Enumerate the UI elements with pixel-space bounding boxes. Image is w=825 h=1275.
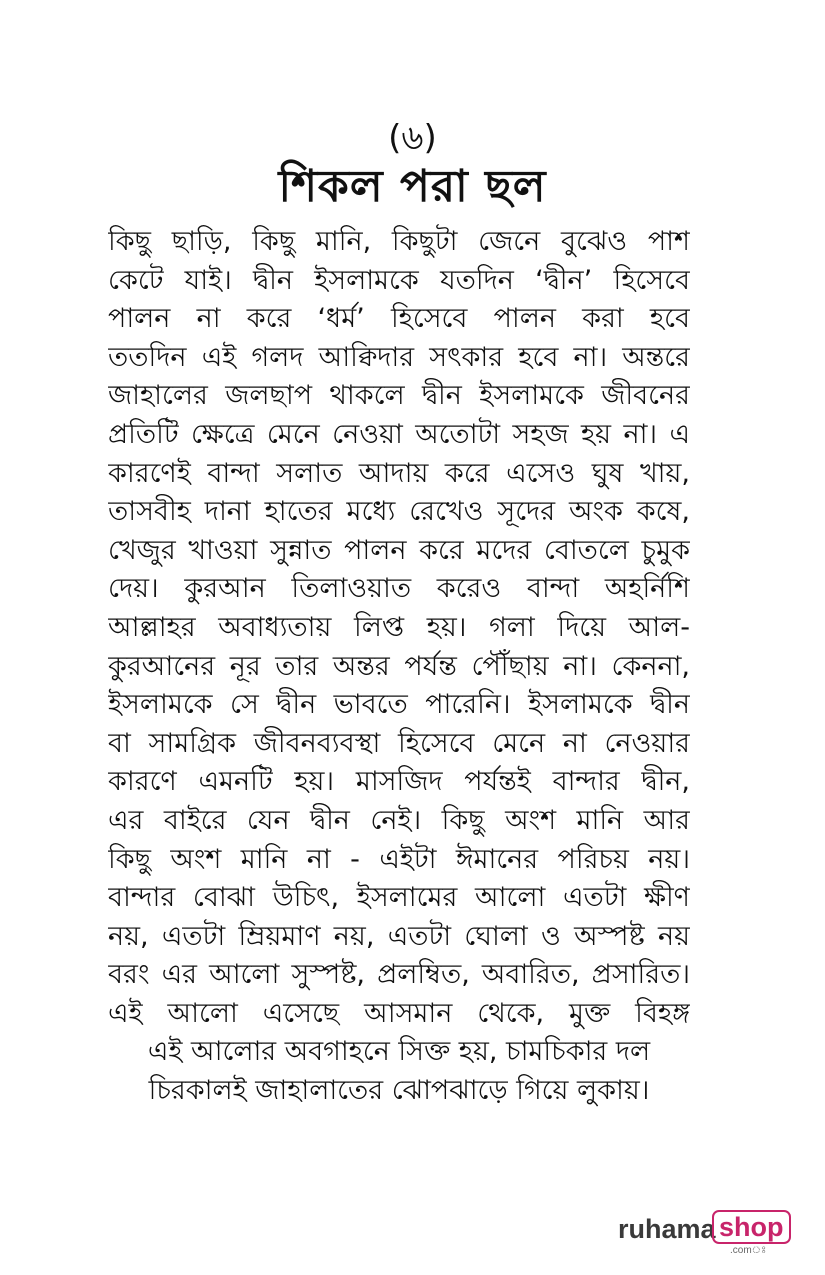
- text-line: কিছু অংশ মানি না - এইটা ঈমানের পরিচয় নয়।: [108, 843, 690, 875]
- text-line: বরং এর আলো সুস্পষ্ট, প্রলম্বিত, অবারিত, প্রসারিত।: [108, 959, 690, 991]
- text-line: খেজুর খাওয়া সুন্নাত পালন করে মদের বোতলে চুমুক: [108, 534, 690, 566]
- text-line: এর বাইরে যেন দ্বীন নেই। কিছু অংশ মানি আর: [108, 804, 690, 836]
- text-line: কিছু ছাড়ি, কিছু মানি, কিছুটা জেনে বুঝেও পাশ: [108, 226, 690, 257]
- text-line: এই আলো এসেছে আসমান থেকে, মুক্ত বিহঙ্গ: [108, 997, 690, 1029]
- text-line: ইসলামকে সে দ্বীন ভাবতে পারেনি। ইসলামকে দ্বীন: [108, 689, 690, 721]
- text-line: তাসবীহ দানা হাতের মধ্যে রেখেও সূদের অংক কষে,: [108, 496, 690, 528]
- text-line: নয়, এতটা ম্রিয়মাণ নয়, এতটা ঘোলা ও অস্পষ্ট নয়: [108, 920, 690, 952]
- text-line: পালন না করে ‘ধর্ম’ হিসেবে পালন করা হবে: [108, 303, 690, 335]
- logo-brand-text: ruhama: [618, 1214, 716, 1244]
- text-line: কেটে যাই। দ্বীন ইসলামকে যতদিন ‘দ্বীন’ হিসেবে: [108, 264, 690, 296]
- text-line: এই আলোর অবগাহনে সিক্ত হয়, চামচিকার দল: [147, 1036, 651, 1068]
- text-line: কারণেই বান্দা সলাত আদায় করে এসেও ঘুষ খায়,: [108, 457, 690, 489]
- text-line: বান্দার বোঝা উচিৎ, ইসলামের আলো এতটা ক্ষীণ: [108, 882, 690, 914]
- text-line: ততদিন এই গলদ আক্বিদার সৎকার হবে না। অন্তরে: [108, 341, 690, 373]
- text-line: কুরআনের নূর তার অন্তর পর্যন্ত পৌঁছায় না। কেননা,: [108, 650, 690, 682]
- text-line: চিরকালই জাহালাতের ঝোপঝাড়ে গিয়ে লুকায়।: [148, 1075, 650, 1107]
- text-line: আল্লাহর অবাধ্যতায় লিপ্ত হয়। গলা দিয়ে আল-: [108, 611, 690, 643]
- text-line: দেয়। কুরআন তিলাওয়াত করেও বান্দা অহর্নিশি: [108, 573, 690, 605]
- ruhamashop-watermark-logo: [618, 1210, 784, 1256]
- chapter-number: (৬): [388, 118, 437, 158]
- text-line: জাহালের জলছাপ থাকলে দ্বীন ইসলামকে জীবনের: [108, 380, 690, 412]
- text-line: কারণে এমনটি হয়। মাসজিদ পর্যন্তই বান্দার দ্বীন,: [108, 766, 690, 798]
- body-paragraph: [108, 223, 690, 1111]
- chapter-title: শিকল পরা ছল: [278, 161, 547, 212]
- text-line: বা সামগ্রিক জীবনব্যবস্থা হিসেবে মেনে না নেওয়ার: [108, 727, 690, 759]
- logo-shop-badge: shop: [712, 1210, 791, 1244]
- logo-domain-text: .comঃ: [730, 1245, 767, 1256]
- text-line: প্রতিটি ক্ষেত্রে মেনে নেওয়া অতোটা সহজ হয় না। এ: [108, 418, 690, 450]
